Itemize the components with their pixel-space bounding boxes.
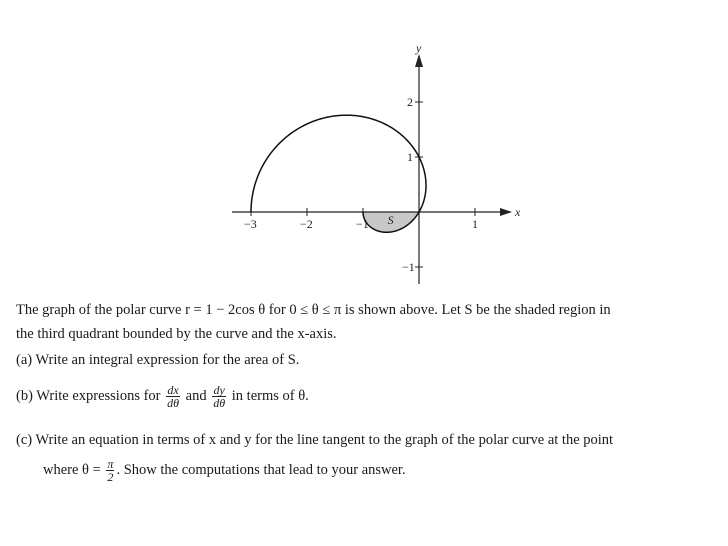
x-axis-arrow-icon bbox=[500, 208, 512, 216]
y-tick-label: 1 bbox=[407, 150, 413, 164]
part-b-prefix: (b) Write expressions for bbox=[16, 387, 161, 404]
dx-numerator: dx bbox=[167, 383, 179, 397]
part-c-line-2 bbox=[43, 458, 406, 483]
intro-line-1: The graph of the polar curve r = 1 − 2cos θ for 0 ≤ θ ≤ π is shown above. Let S be the shaded region in bbox=[16, 302, 611, 318]
region-label-s: S bbox=[387, 213, 394, 227]
dtheta-denominator-1: dθ bbox=[167, 396, 180, 410]
y-axis-label: y bbox=[416, 41, 422, 55]
part-c-where: where θ = bbox=[43, 461, 101, 478]
part-c-line-1: (c) Write an equation in terms of x and y for the line tangent to the graph of the polar curve at the point bbox=[16, 432, 614, 448]
part-a: (a) Write an integral expression for the area of S. bbox=[16, 352, 300, 368]
y-tick-label: 2 bbox=[407, 95, 413, 109]
dx-dtheta-fraction bbox=[166, 384, 180, 409]
x-axis-label: x bbox=[515, 205, 521, 219]
part-b-suffix: in terms of θ. bbox=[231, 387, 309, 404]
dy-numerator: dy bbox=[213, 383, 225, 397]
part-c-rest: . Show the computations that lead to your answer. bbox=[116, 461, 406, 478]
x-tick-label: −3 bbox=[244, 217, 257, 231]
x-tick-label: 1 bbox=[472, 217, 478, 231]
dy-dtheta-fraction bbox=[212, 384, 226, 409]
two-denominator: 2 bbox=[107, 470, 114, 484]
y-tick-label: −1 bbox=[402, 260, 415, 274]
pi-over-2-fraction bbox=[106, 458, 114, 483]
y-axis-arrow-icon bbox=[415, 54, 423, 67]
part-b bbox=[16, 384, 309, 409]
x-tick-label: −1 bbox=[356, 217, 369, 231]
pi-numerator: π bbox=[107, 457, 114, 471]
x-tick-label: −2 bbox=[300, 217, 313, 231]
dtheta-denominator-2: dθ bbox=[213, 396, 226, 410]
intro-line-2: the third quadrant bounded by the curve and the x-axis. bbox=[16, 326, 337, 342]
part-b-and: and bbox=[185, 387, 207, 404]
